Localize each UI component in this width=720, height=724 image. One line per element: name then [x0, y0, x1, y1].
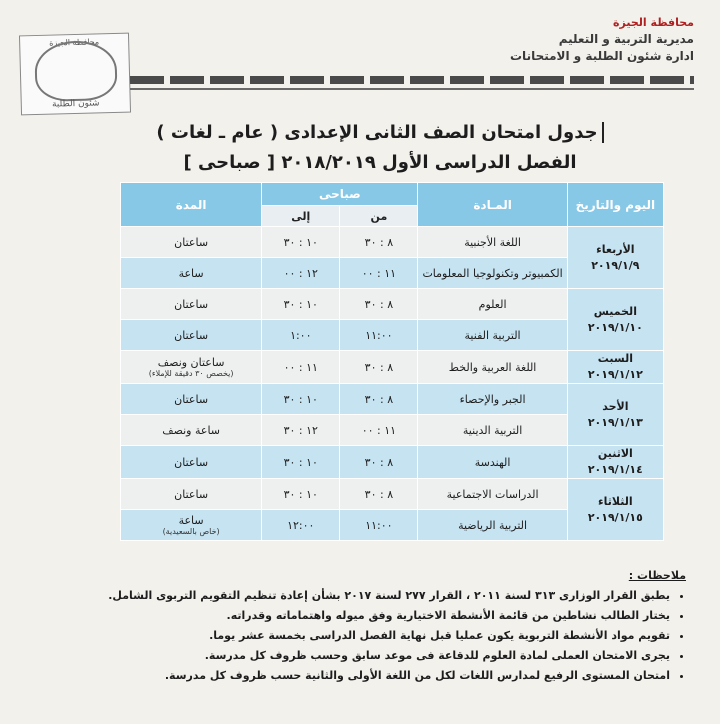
- day-name: الأحد: [602, 399, 629, 413]
- duration-text: ساعة: [178, 266, 204, 280]
- notes-list: [66, 587, 686, 685]
- logo-emblem-icon: [34, 40, 118, 102]
- header-morning: صباحى: [262, 183, 418, 206]
- duration-note: (يخصص ٣٠ دقيقة للإملاء): [148, 369, 234, 378]
- header-duration: المدة: [121, 183, 262, 227]
- page-title: [100, 118, 660, 178]
- notes-heading: ملاحظات :: [628, 569, 686, 582]
- duration-cell: [121, 320, 262, 351]
- subject-cell: الكمبيوتر وتكنولوجيا المعلومات: [418, 258, 567, 289]
- directorate-name: مديرية التربية و التعليم: [558, 32, 694, 46]
- from-time-cell: ١١:٠٠: [340, 320, 418, 351]
- subject-cell: التربية الدينية: [418, 415, 567, 446]
- from-time-cell: ٨ : ٣٠: [340, 227, 418, 258]
- from-time-cell: ٨ : ٣٠: [340, 446, 418, 479]
- from-time-cell: ٨ : ٣٠: [340, 351, 418, 384]
- duration-cell: [121, 446, 262, 479]
- day-date-cell: [567, 289, 663, 351]
- subject-cell: العلوم: [418, 289, 567, 320]
- subject-cell: الهندسة: [418, 446, 567, 479]
- note-item: • امتحان المستوى الرفيع لمدارس اللغات لكل من اللغة الأولى والثانية حسب ظروف كل مدرسة.: [66, 667, 670, 685]
- duration-text: ساعتان: [174, 455, 209, 469]
- from-time-cell: ١١ : ٠٠: [340, 258, 418, 289]
- header-divider-thin: [130, 88, 694, 90]
- duration-text: ساعتان: [174, 235, 209, 249]
- duration-cell: [121, 351, 262, 384]
- table-row: [121, 384, 664, 415]
- duration-cell: [121, 258, 262, 289]
- duration-cell: [121, 415, 262, 446]
- header-divider: [130, 76, 694, 84]
- logo-top-text: محافظة الجيزة: [49, 37, 100, 48]
- day-name: الخميس: [593, 304, 637, 318]
- day-name: السبت: [597, 352, 633, 365]
- directorate-header: [510, 14, 694, 65]
- exam-date: ٢٠١٩/١/١٣: [587, 415, 643, 429]
- duration-text: ساعتان: [174, 487, 209, 501]
- duration-note: (خاص بالسعيدية): [162, 527, 220, 536]
- notes-section: [66, 567, 686, 687]
- table-row: [121, 479, 664, 510]
- table-row: [121, 351, 664, 384]
- subject-cell: اللغة العربية والخط: [418, 351, 567, 384]
- from-time-cell: ١١:٠٠: [340, 510, 418, 541]
- day-name: الثلاثاء: [598, 494, 633, 508]
- from-time-cell: ٨ : ٣٠: [340, 479, 418, 510]
- duration-text: ساعتان ونصف: [157, 356, 225, 369]
- duration-cell: [121, 479, 262, 510]
- header-day: اليوم والتاريخ: [567, 183, 663, 227]
- to-time-cell: ١٠ : ٣٠: [262, 227, 340, 258]
- note-item: • تقويم مواد الأنشطة التربوية يكون عمليا قبل نهاية الفصل الدراسى بخمسة عشر يوما.: [66, 627, 670, 645]
- day-name: الاثنين: [597, 447, 633, 460]
- to-time-cell: ١:٠٠: [262, 320, 340, 351]
- header-to: إلى: [262, 206, 340, 227]
- table-row: [121, 227, 664, 258]
- exam-date: ٢٠١٩/١/١٥: [587, 510, 643, 524]
- duration-cell: [121, 384, 262, 415]
- duration-text: ساعة: [178, 514, 204, 527]
- day-date-cell: [567, 384, 663, 446]
- duration-text: ساعة ونصف: [162, 423, 221, 437]
- exam-date: ٢٠١٩/١/٩: [591, 258, 640, 272]
- day-date-cell: [567, 479, 663, 541]
- note-item: • يطبق القرار الوزارى ٣١٣ لسنة ٢٠١١ ، القرار ٢٧٧ لسنة ٢٠١٧ بشأن إعادة تنظيم التقويم التربوى الشامل.: [66, 587, 670, 605]
- exam-date: ٢٠١٩/١/١٢: [587, 368, 643, 381]
- from-time-cell: ٨ : ٣٠: [340, 289, 418, 320]
- directorate-logo: [19, 33, 131, 116]
- duration-text: ساعتان: [174, 392, 209, 406]
- department-name: ادارة شئون الطلبة و الامتحانات: [510, 49, 694, 63]
- note-item: • يختار الطالب نشاطين من قائمة الأنشطة الاختيارية وفق ميوله واهتماماته وقدراته.: [66, 607, 670, 625]
- from-time-cell: ١١ : ٠٠: [340, 415, 418, 446]
- duration-cell: [121, 289, 262, 320]
- to-time-cell: ١٢ : ٣٠: [262, 415, 340, 446]
- to-time-cell: ١٠ : ٣٠: [262, 479, 340, 510]
- table-row: [121, 446, 664, 479]
- exam-schedule-table: [120, 182, 664, 541]
- subject-cell: التربية الفنية: [418, 320, 567, 351]
- schedule-body: [121, 227, 664, 541]
- to-time-cell: ١٠ : ٣٠: [262, 384, 340, 415]
- subject-cell: التربية الرياضية: [418, 510, 567, 541]
- day-date-cell: [567, 351, 663, 384]
- from-time-cell: ٨ : ٣٠: [340, 384, 418, 415]
- to-time-cell: ١٢ : ٠٠: [262, 258, 340, 289]
- logo-caption: شئون الطلبة: [51, 98, 100, 110]
- header-subject: المـادة: [418, 183, 567, 227]
- table-row: [121, 289, 664, 320]
- header-from: من: [340, 206, 418, 227]
- duration-cell: [121, 510, 262, 541]
- to-time-cell: ١٢:٠٠: [262, 510, 340, 541]
- subject-cell: اللغة الأجنبية: [418, 227, 567, 258]
- governorate-name: محافظة الجيزة: [613, 16, 694, 29]
- day-name: الأربعاء: [596, 242, 635, 256]
- day-date-cell: [567, 227, 663, 289]
- to-time-cell: ١٠ : ٣٠: [262, 446, 340, 479]
- note-item: • يجرى الامتحان العملى لمادة العلوم للدقاعة فى موعد سابق وحسب ظروف كل مدرسة.: [66, 647, 670, 665]
- to-time-cell: ١٠ : ٣٠: [262, 289, 340, 320]
- title-line-2: الفصل الدراسى الأول ٢٠١٨/٢٠١٩ [ صباحى ]: [183, 152, 577, 173]
- duration-cell: [121, 227, 262, 258]
- to-time-cell: ١١ : ٠٠: [262, 351, 340, 384]
- title-line-1: جدول امتحان الصف الثانى الإعدادى ( عام ـ لغات ): [156, 122, 603, 143]
- subject-cell: الدراسات الاجتماعية: [418, 479, 567, 510]
- duration-text: ساعتان: [174, 297, 209, 311]
- exam-date: ٢٠١٩/١/١٤: [587, 463, 643, 476]
- exam-date: ٢٠١٩/١/١٠: [587, 320, 643, 334]
- duration-text: ساعتان: [174, 328, 209, 342]
- subject-cell: الجبر والإحصاء: [418, 384, 567, 415]
- day-date-cell: [567, 446, 663, 479]
